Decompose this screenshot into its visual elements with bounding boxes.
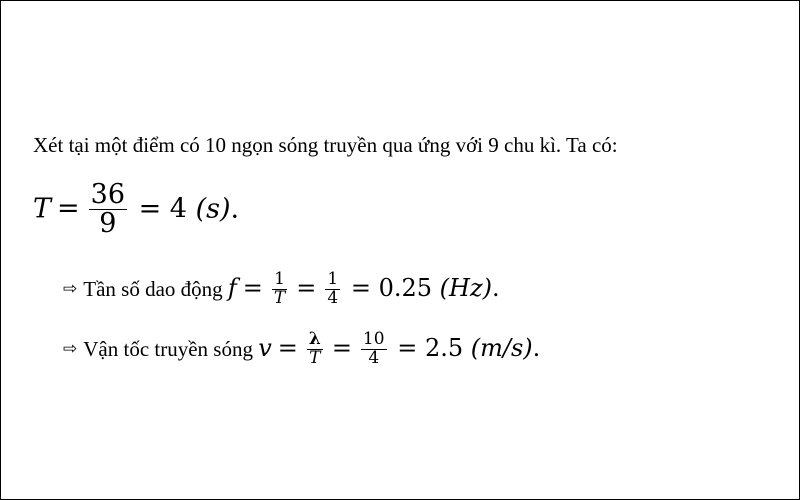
fraction-numerator: 10 [362,329,385,349]
fraction-denominator: 4 [327,287,339,308]
equals-sign: = [242,273,263,302]
frequency-variable: f [227,273,237,302]
right-arrow-icon: ⇨ [63,338,78,359]
velocity-line [63,331,540,368]
period-fraction [89,181,127,239]
velocity-fraction-1 [307,331,323,368]
frequency-result: = 0.25 [350,273,433,302]
equals-sign: = [296,273,317,302]
fraction-numerator: λ [308,329,321,349]
velocity-variable: v [258,333,272,362]
frequency-end: . [491,273,500,302]
fraction-denominator: T [309,347,321,368]
equals-sign: = [277,333,298,362]
period-unit: (s) [195,193,231,225]
frequency-fraction-1 [272,271,287,308]
velocity-fraction-2 [361,331,387,368]
fraction-numerator: 1 [274,269,285,289]
frequency-label: Tần số dao động [83,276,223,301]
fraction-denominator: 9 [99,208,117,240]
period-end: . [230,193,240,225]
velocity-unit: (m/s) [470,333,533,362]
frequency-unit: (Hz) [439,273,492,302]
velocity-equation [258,329,541,368]
fraction-numerator: 1 [327,269,339,289]
fraction-denominator: T [273,287,286,308]
frequency-line [63,271,500,308]
fraction-numerator: 36 [90,179,125,210]
period-result: = 4 [138,193,187,225]
velocity-end: . [532,333,541,362]
right-arrow-icon: ⇨ [63,278,78,299]
period-variable: T [33,193,52,225]
equals-sign: = [57,193,80,225]
frequency-equation [227,269,500,308]
frequency-fraction-2 [325,271,340,308]
intro-sentence: Xét tại một điểm có 10 ngọn sóng truyền qua ứng với 9 chu kì. Ta có: [33,133,618,157]
equals-sign: = [331,333,352,362]
fraction-denominator: 4 [368,347,380,368]
velocity-result: = 2.5 [397,333,464,362]
period-equation [33,181,239,239]
velocity-label: Vận tốc truyền sóng [83,336,253,361]
